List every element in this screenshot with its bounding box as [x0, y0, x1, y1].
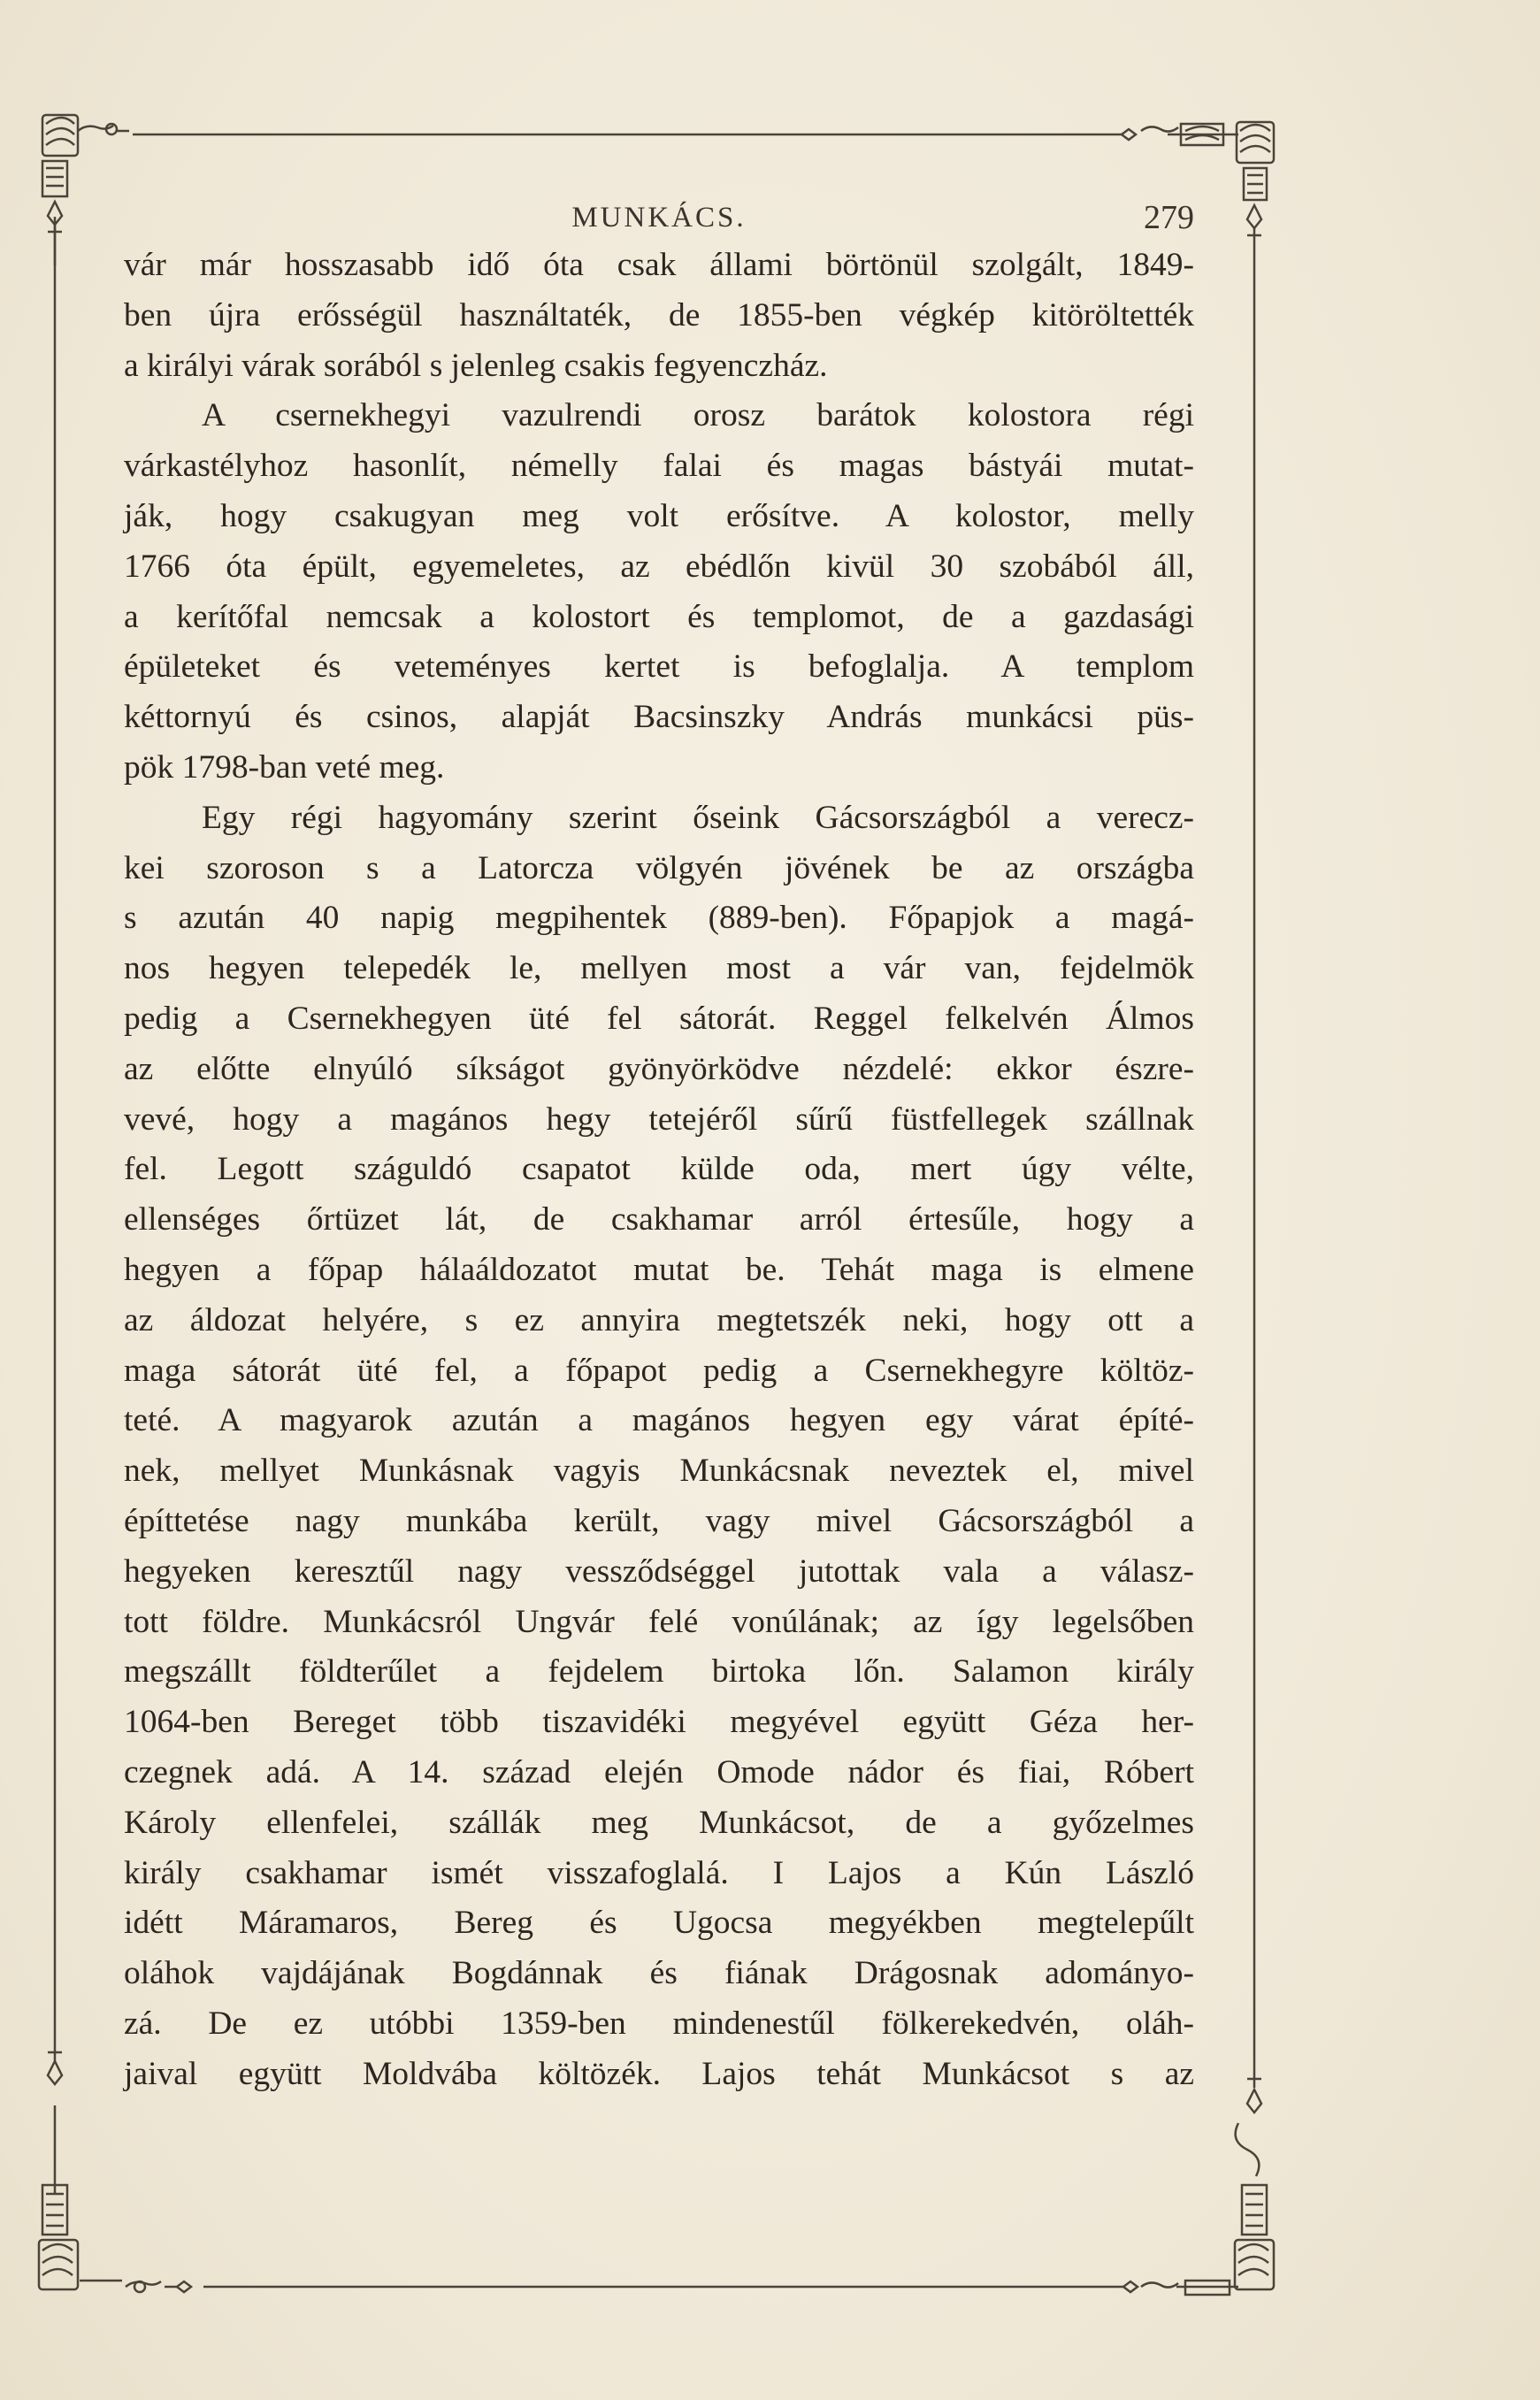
- text-line: épületeket és veteményes kertet is befoglalja. A templom: [124, 648, 1194, 686]
- text-line: király csakhamar ismét visszafoglalá. I Lajos a Kún László: [124, 1854, 1194, 1891]
- text-line: pedig a Csernekhegyen üté fel sátorát. Reggel felkelvén Álmos: [124, 1000, 1194, 1037]
- text-line: jaival együtt Moldvába költözék. Lajos tehát Munkácsot s az: [124, 2055, 1194, 2092]
- text-line: hegyeken keresztűl nagy vessződséggel jutottak vala a válasz-: [124, 1553, 1194, 1590]
- text-line: A csernekhegyi vazulrendi orosz barátok kolostora régi: [202, 397, 1194, 434]
- text-line: kei szoroson s a Latorcza völgyén jövének be az országba: [124, 849, 1194, 886]
- text-line: kéttornyú és csinos, alapját Bacsinszky András munkácsi püs-: [124, 699, 1194, 736]
- corner-ornament-top-left: [42, 115, 129, 265]
- text-line: vár már hosszasabb idő óta csak állami börtönül szolgált, 1849-: [124, 247, 1194, 283]
- text-line: megszállt földterűlet a fejdelem birtoka lőn. Salamon király: [124, 1653, 1194, 1691]
- text-line: nos hegyen telepedék le, mellyen most a vár van, fejdelmök: [124, 950, 1194, 987]
- text-line: tott földre. Munkácsról Ungvár felé vonúlának; az így legelsőben: [124, 1603, 1194, 1640]
- text-line: oláhok vajdájának Bogdánnak és fiának Drágosnak adományo-: [124, 1955, 1194, 1992]
- text-line: építtetése nagy munkába került, vagy mivel Gácsországból a: [124, 1502, 1194, 1539]
- running-title: MUNKÁCS.: [571, 202, 747, 234]
- text-line: Károly ellenfelei, szállák meg Munkácsot, de a győzelmes: [124, 1804, 1194, 1841]
- text-line: s azután 40 napig megpihentek (889-ben). Főpapjok a magá-: [124, 900, 1194, 937]
- text-line: várkastélyhoz hasonlít, némelly falai és magas bástyái mutat-: [124, 448, 1194, 485]
- text-line: Egy régi hagyomány szerint őseink Gácsországból a verecz-: [202, 799, 1194, 836]
- text-line: hegyen a főpap hálaáldozatot mutat be. Tehát maga is elmene: [124, 1251, 1194, 1288]
- text-line: a kerítőfal nemcsak a kolostort és templomot, de a gazdasági: [124, 598, 1194, 635]
- text-line: idétt Máramaros, Bereg és Ugocsa megyékben megtelepűlt: [124, 1905, 1194, 1942]
- text-line: vevé, hogy a magános hegy tetejéről sűrű füstfellegek szállnak: [124, 1100, 1194, 1138]
- page-number: 279: [1144, 199, 1194, 236]
- text-line: a királyi várak sorából s jelenleg csakis fegyenczház.: [124, 347, 828, 384]
- text-line: ellenséges őrtüzet lát, de csakhamar arról értesűle, hogy a: [124, 1201, 1194, 1238]
- text-line: teté. A magyarok azután a magános hegyen egy várat építé-: [124, 1402, 1194, 1439]
- body-text: [124, 241, 1194, 2099]
- text-line: fel. Legott száguldó csapatot külde oda, mert úgy vélte,: [124, 1151, 1194, 1188]
- text-line: az áldozat helyére, s ez annyira megtetszék neki, hogy ott a: [124, 1301, 1194, 1338]
- text-line: ják, hogy csakugyan meg volt erősítve. A kolostor, melly: [124, 497, 1194, 534]
- text-line: ben újra erősségül használtaték, de 1855-ben végkép kitöröltették: [124, 296, 1194, 334]
- text-line: nek, mellyet Munkásnak vagyis Munkácsnak neveztek el, mivel: [124, 1453, 1194, 1490]
- text-line: zá. De ez utóbbi 1359-ben mindenestűl fölkerekedvén, oláh-: [124, 2005, 1194, 2042]
- text-line: 1766 óta épült, egyemeletes, az ebédlőn kivül 30 szobából áll,: [124, 548, 1194, 585]
- text-line: czegnek adá. A 14. század elején Omode nádor és fiai, Róbert: [124, 1753, 1194, 1790]
- text-line: az előtte elnyúló síkságot gyönyörködve nézdelé: ekkor észre-: [124, 1050, 1194, 1087]
- bottom-border-rule: [195, 2287, 1238, 2400]
- text-line: 1064-ben Bereget több tiszavidéki megyével együtt Géza her-: [124, 1704, 1194, 1741]
- text-line: maga sátorát üté fel, a főpapot pedig a Csernekhegyre költöz-: [124, 1352, 1194, 1389]
- text-line: pök 1798-ban veté meg.: [124, 748, 445, 786]
